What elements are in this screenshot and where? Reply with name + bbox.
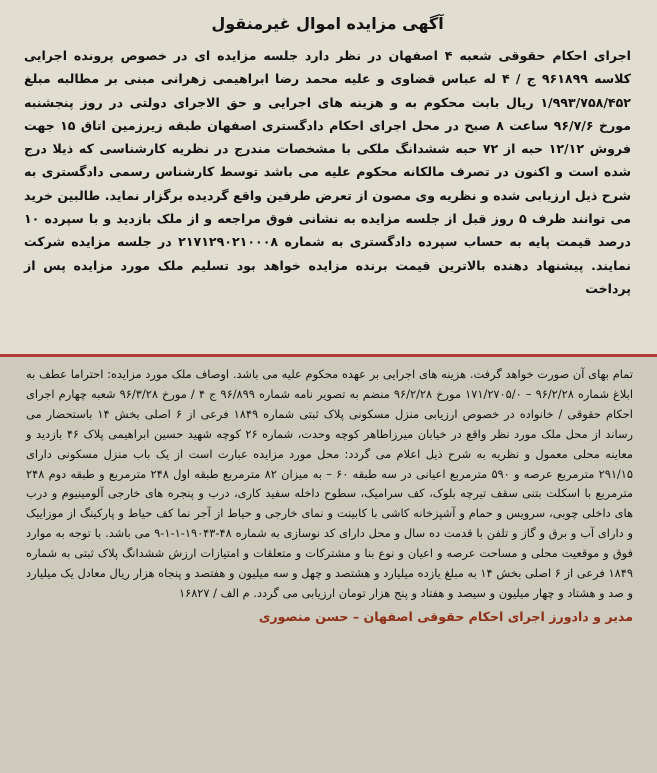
notice-paragraph-top: اجرای احکام حقوقی شعبه ۴ اصفهان در نظر دارد جلسه مزایده ای در خصوص پرونده اجرایی کلاسه ۹۶۱۸۹۹ ج / ۴ له عباس قضاوی و علیه محمد رضا ابراهیمی زهرانی مبنی بر مطالبه مبلغ ۱/۹۹۳/۷۵۸/۴۵۲ ریال بابت محکوم به و هزینه های اجرایی و حق الاجرای دولتی در روز پنجشنبه مورخ ۹۶/۷/۶ ساعت ۸ صبح در محل اجرای احکام دادگستری اصفهان طبقه زیرزمین اتاق ۱۵ جهت فروش ۱۲/۱۲ حبه از ۷۲ حبه ششدانگ ملکی با مشخصات مندرج در نظریه کارشناسی که ذیلا درج شده است و اکنون در تصرف مالکانه محکوم علیه می باشد توسط کارشناس رسمی دادگستری به شرح ذیل ارزیابی شده و نظریه وی مصون از تعرض طرفین واقع گردیده برگزار نماید. طالبین خرید می توانند ظرف ۵ روز قبل از جلسه مزایده به نشانی فوق مراجعه و از ملک بازدید و با سپرده ۱۰ درصد قیمت پایه به حساب سپرده دادگستری به شماره ۲۱۷۱۲۹۰۲۱۰۰۰۸ در جلسه مزایده شرکت نمایند. پیشنهاد دهنده بالاترین قیمت برنده مزایده خواهد بود تسلیم ملک مورد مزایده پس از پرداخت: [24, 48, 632, 296]
notice-bottom-section: [0, 357, 657, 773]
notice-title: آگهی مزایده اموال غیرمنقول: [211, 14, 444, 33]
notice-paragraph-bottom: تمام بهای آن صورت خواهد گرفت. هزینه های اجرایی بر عهده محکوم علیه می باشد. اوصاف ملک مورد مزایده: احتراما عطف به ابلاغ شماره ۹۶/۲/۲۸ – ۱۷۱/۲۷۰۵/۰ مورخ ۹۶/۲/۲۸ منضم به تصویر نامه شماره ۹۶/۸۹۹ ج ۴ / مورخ ۹۶/۳/۲۸ شعبه چهارم اجرای احکام حقوقی / خانواده در خصوص ارزیابی منزل مسکونی پلاک ثبتی شماره ۱۸۴۹ فرعی از ۶ اصلی بخش ۱۴ باستحضار می رساند از محل ملک مورد نظر واقع در خیابان میرزاطاهر کوچه وحدت، شماره ۲۶ کوچه شهید حسین ابراهیمی پلاک ۴۶ بازدید و معاینه محلی معمول و نظریه به شرح ذیل اعلام می گردد: محل مورد مزایده عبارت است از یک باب منزل مسکونی دارای ۲۹۱/۱۵ مترمربع عرصه و ۵۹۰ مترمربع اعیانی در سه طبقه ۶۰ – به میزان ۸۲ مترمربع طبقه اول ۲۴۸ مترمربع و طبقه دوم ۲۴۸ مترمربع با اسکلت بتنی سقف تیرچه بلوک، کف سرامیک، سطوح داخله سفید کاری، درب و پنجره های خارجی آلومینیوم و درب های داخلی چوبی، سرویس و حمام و آشپزخانه کاشی با کابینت و نمای خارجی و حیاط از آجر نما کف حیاط و پارکینگ از موزاییک و دارای آب و برق و گاز و تلفن با قدمت ده سال و محل دارای کد نوسازی به شماره ۴۸-۱۹۰۴۳-۱-۱-۹ می باشد. با توجه به موارد فوق و موقعیت محلی و مساحت عرصه و اعیان و نوع بنا و مشترکات و متعلقات و امتیازات ارزش ششدانگ پلاک ثبتی به شماره ۱۸۴۹ فرعی از ۶ اصلی بخش ۱۴ به مبلغ یازده میلیارد و هشتصد و چهل و سه میلیون و هفتصد و پنجاه هزار ریال معادل یک میلیارد و صد و هشتاد و چهار میلیون و سیصد و هفتاد و پنج هزار تومان ارزیابی می گردد. م الف / ۱۶۸۲۷: [26, 367, 634, 600]
notice-top-section: [0, 0, 657, 358]
notice-signature: مدیر و دادورز اجرای احکام حقوقی اصفهان – حسن منصوری: [258, 608, 633, 624]
